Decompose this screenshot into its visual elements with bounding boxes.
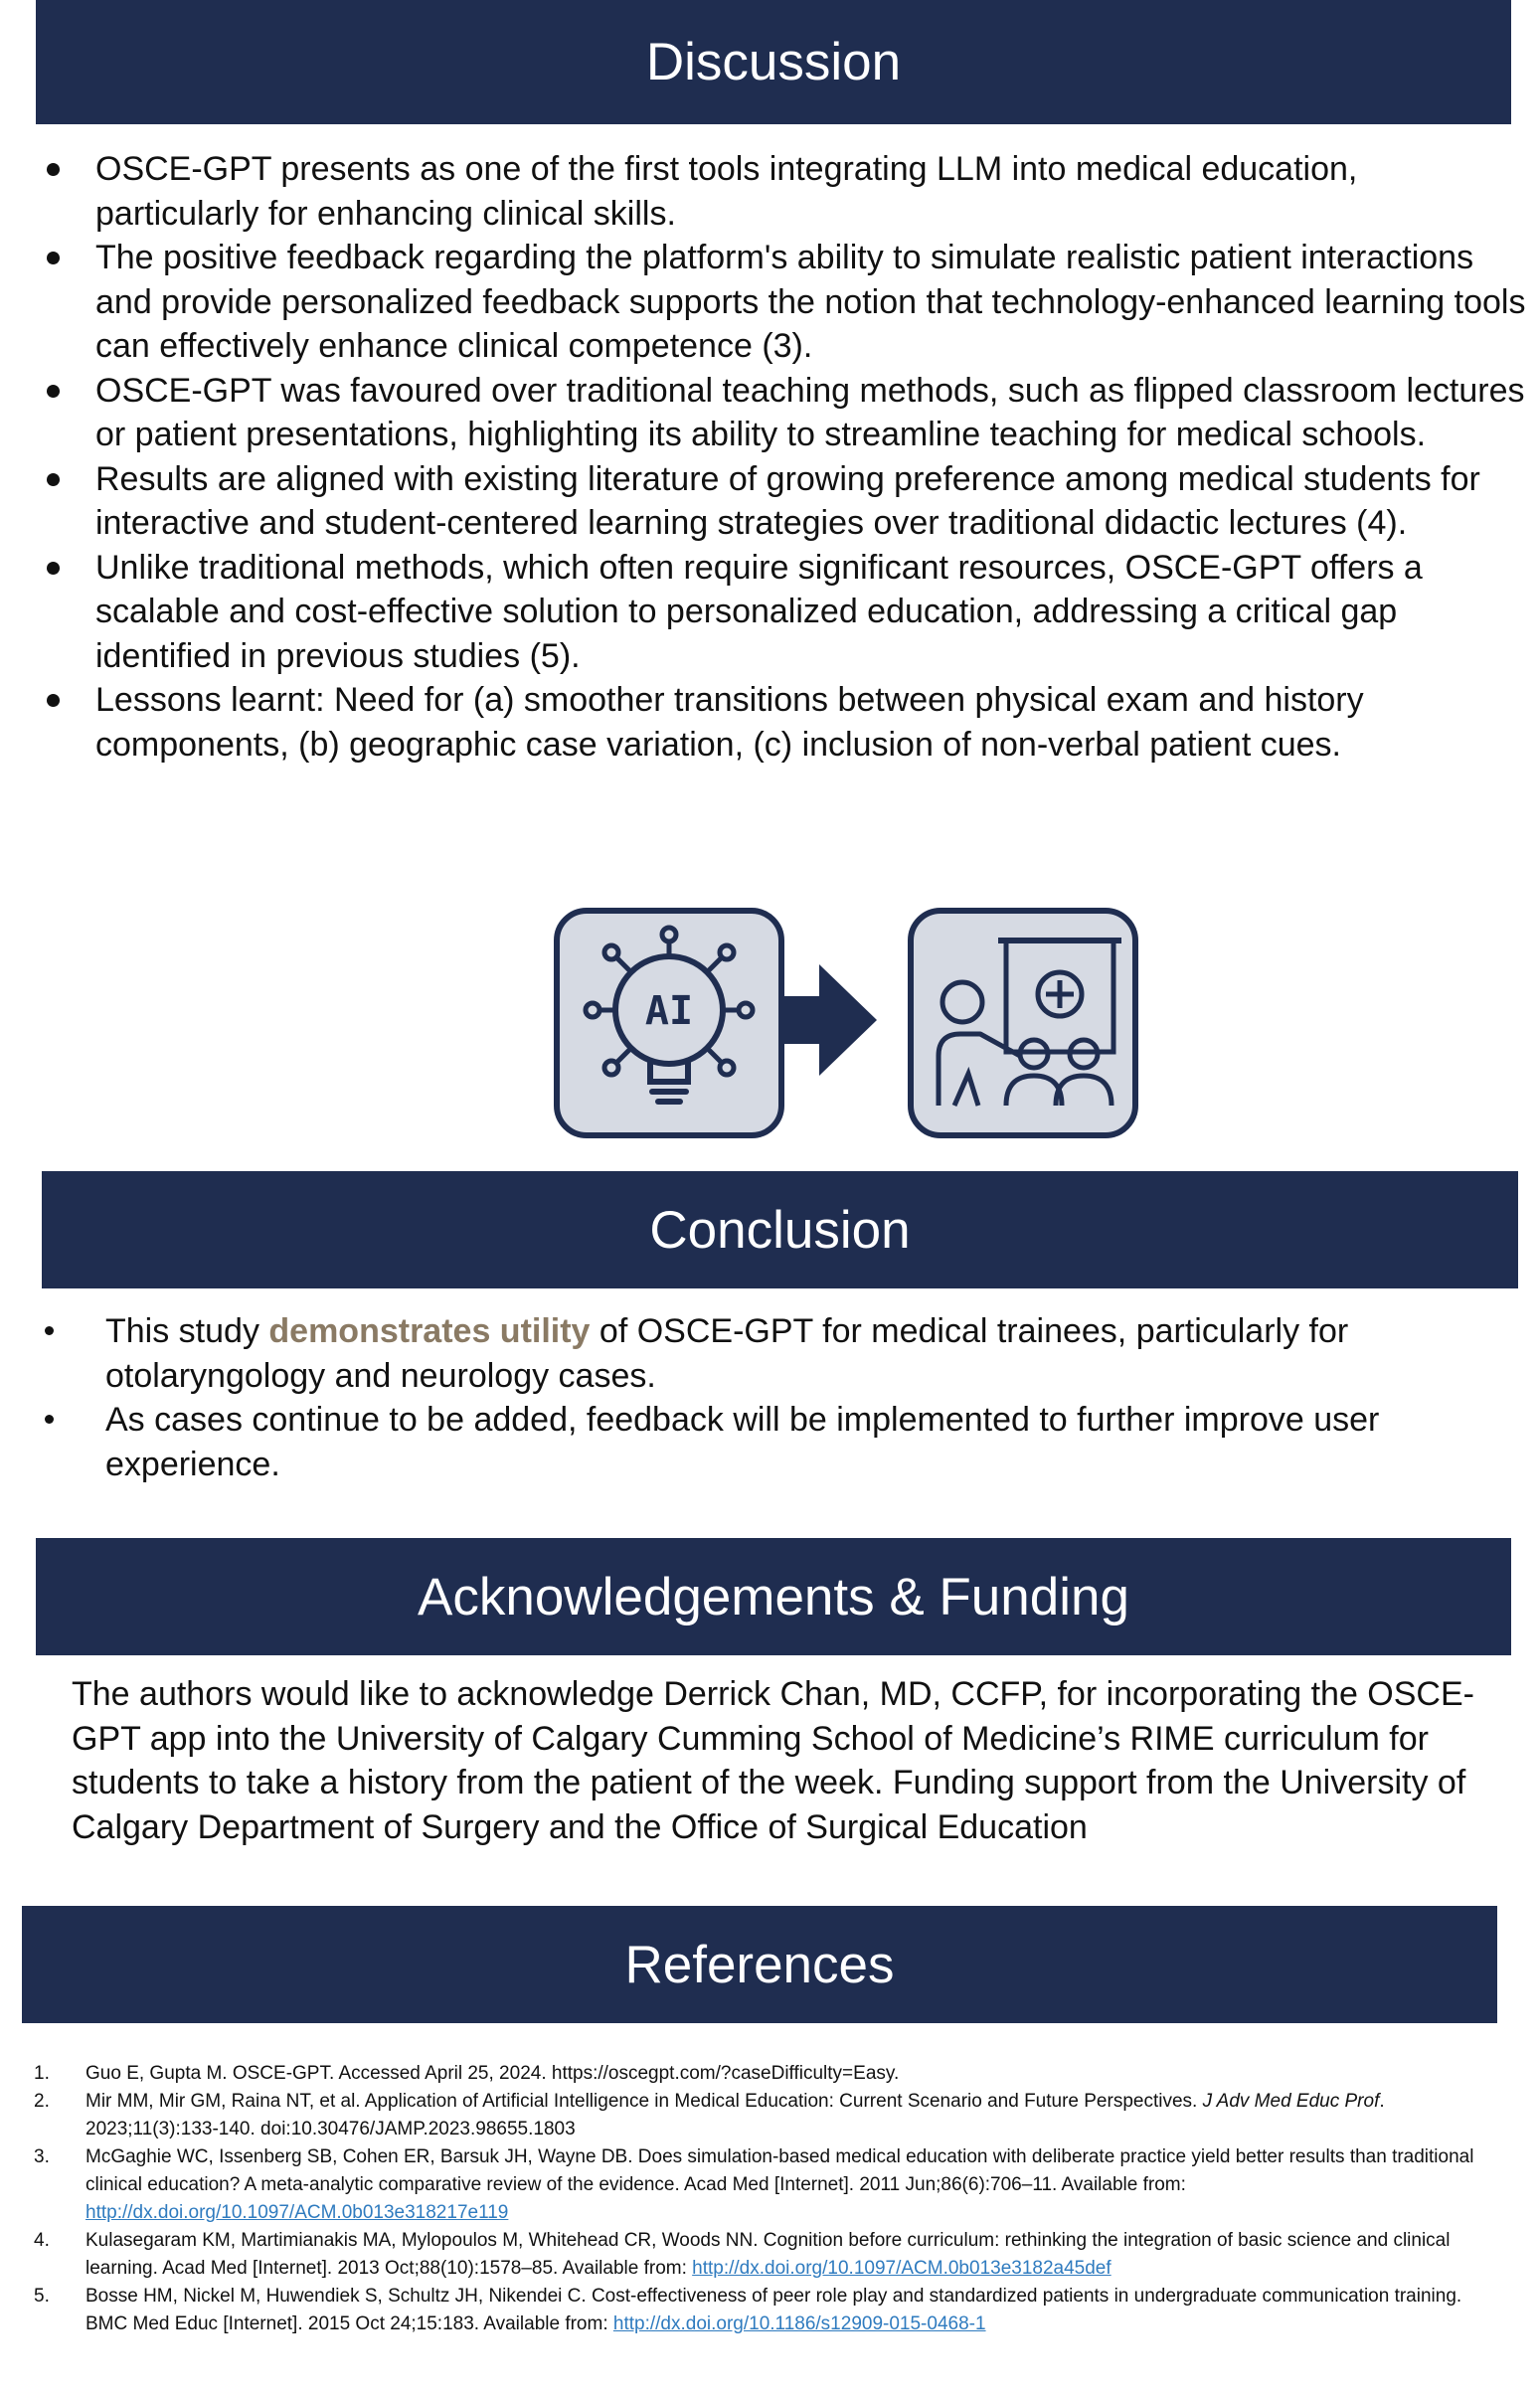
reference-text: Bosse HM, Nickel M, Huwendiek S, Schultz JH, Nikendei C. Cost-effectiveness of peer role play and standardized patients in undergraduate communication training. BMC Med Educ [Internet]. 2015 Oct 24;15:183. Available from: bbox=[86, 2286, 1462, 2334]
reference-text: Kulasegaram KM, Martimianakis MA, Mylopoulos M, Whitehead CR, Woods NN. Cognition before curriculum: rethinking the integration of basic science and clinical learning. Acad Med [Internet]. 2013 Oct;88(10):1578–85. Available from: bbox=[86, 2230, 1451, 2279]
discussion-bullet: Lessons learnt: Need for (a) smoother transitions between physical exam and history components, (b) geographic case variation, (c) inclusion of non-verbal patient cues. bbox=[95, 678, 1527, 767]
reference-link[interactable]: http://dx.doi.org/10.1097/ACM.0b013e318217e119 bbox=[86, 2202, 509, 2223]
reference-link[interactable]: http://dx.doi.org/10.1097/ACM.0b013e3182a45def bbox=[692, 2258, 1112, 2279]
reference-item bbox=[34, 2060, 1497, 2088]
teacher-classroom-icon bbox=[911, 911, 1135, 1135]
ai-lightbulb-icon bbox=[557, 911, 781, 1135]
acknowledgements-text: The authors would like to acknowledge Derrick Chan, MD, CCFP, for incorporating the OSCE-GPT app into the University of Calgary Cumming School of Medicine’s RIME curriculum for students to take a history from the patient of the week. Funding support from the University of Calgary Department of Surgery and the Office of Surgical Education bbox=[72, 1675, 1474, 1846]
conclusion-text: of OSCE-GPT for medical trainees, particularly for otolaryngology and neurology cases. bbox=[105, 1312, 1349, 1395]
references-list bbox=[34, 2060, 1497, 2338]
reference-text: . 2023;11(3):133-140. doi:10.30476/JAMP.2023.98655.1803 bbox=[86, 2091, 1385, 2139]
reference-text: Mir MM, Mir GM, Raina NT, et al. Application of Artificial Intelligence in Medical Education: Current Scenario and Future Perspectives. bbox=[86, 2091, 1203, 2112]
discussion-header bbox=[36, 0, 1511, 124]
references-header bbox=[22, 1906, 1497, 2023]
conclusion-bullet: As cases continue to be added, feedback will be implemented to further improve user experience. bbox=[105, 1398, 1507, 1486]
ai-label: AI bbox=[644, 988, 694, 1034]
acknowledgements-header bbox=[36, 1538, 1511, 1655]
ai-to-teaching-illustration bbox=[553, 907, 1139, 1139]
reference-number: 1. bbox=[34, 2063, 50, 2084]
conclusion-title: Conclusion bbox=[649, 1200, 911, 1260]
discussion-bullet: Unlike traditional methods, which often require significant resources, OSCE-GPT offers a scalable and cost-effective solution to personalized education, addressing a critical gap identified in previous studies (5). bbox=[95, 546, 1527, 679]
acknowledgements-title: Acknowledgements & Funding bbox=[418, 1567, 1129, 1626]
conclusion-text: This study bbox=[105, 1312, 269, 1350]
reference-item bbox=[34, 2227, 1497, 2283]
references-title: References bbox=[624, 1935, 895, 1994]
reference-item bbox=[34, 2088, 1497, 2143]
conclusion-bullet bbox=[105, 1309, 1507, 1398]
discussion-title: Discussion bbox=[645, 33, 902, 91]
discussion-bullet: OSCE-GPT was favoured over traditional teaching methods, such as flipped classroom lectures or patient presentations, highlighting its ability to streamline teaching for medical schools. bbox=[95, 369, 1527, 457]
reference-text: Guo E, Gupta M. OSCE-GPT. Accessed April 25, 2024. https://oscegpt.com/?caseDifficulty=Easy. bbox=[86, 2063, 900, 2084]
reference-item bbox=[34, 2143, 1497, 2227]
reference-number: 3. bbox=[34, 2146, 50, 2167]
reference-text: McGaghie WC, Issenberg SB, Cohen ER, Barsuk JH, Wayne DB. Does simulation-based medical education with deliberate practice yield better results than traditional clinical education? A meta-analytic comparative review of the evidence. Acad Med [Internet]. 2011 Jun;86(6):706–11. Available from: bbox=[86, 2146, 1474, 2195]
conclusion-header bbox=[42, 1171, 1518, 1288]
reference-number: 2. bbox=[34, 2091, 50, 2112]
reference-number: 5. bbox=[34, 2286, 50, 2307]
reference-link[interactable]: http://dx.doi.org/10.1186/s12909-015-0468-1 bbox=[612, 2313, 986, 2334]
reference-journal: J Adv Med Educ Prof bbox=[1202, 2091, 1380, 2112]
arrow-right-icon bbox=[779, 964, 877, 1076]
conclusion-list bbox=[105, 1309, 1507, 1486]
discussion-bullet: The positive feedback regarding the platform's ability to simulate realistic patient interactions and provide personalized feedback supports the notion that technology-enhanced learning tools can effectively enhance clinical competence (3). bbox=[95, 236, 1527, 369]
reference-item bbox=[34, 2283, 1497, 2338]
discussion-bullet: Results are aligned with existing literature of growing preference among medical students for interactive and student-centered learning strategies over traditional didactic lectures (4). bbox=[95, 457, 1527, 546]
reference-number: 4. bbox=[34, 2230, 50, 2251]
conclusion-highlight: demonstrates utility bbox=[268, 1312, 591, 1350]
discussion-list bbox=[95, 147, 1527, 767]
discussion-bullet: OSCE-GPT presents as one of the first tools integrating LLM into medical education, particularly for enhancing clinical skills. bbox=[95, 147, 1527, 236]
